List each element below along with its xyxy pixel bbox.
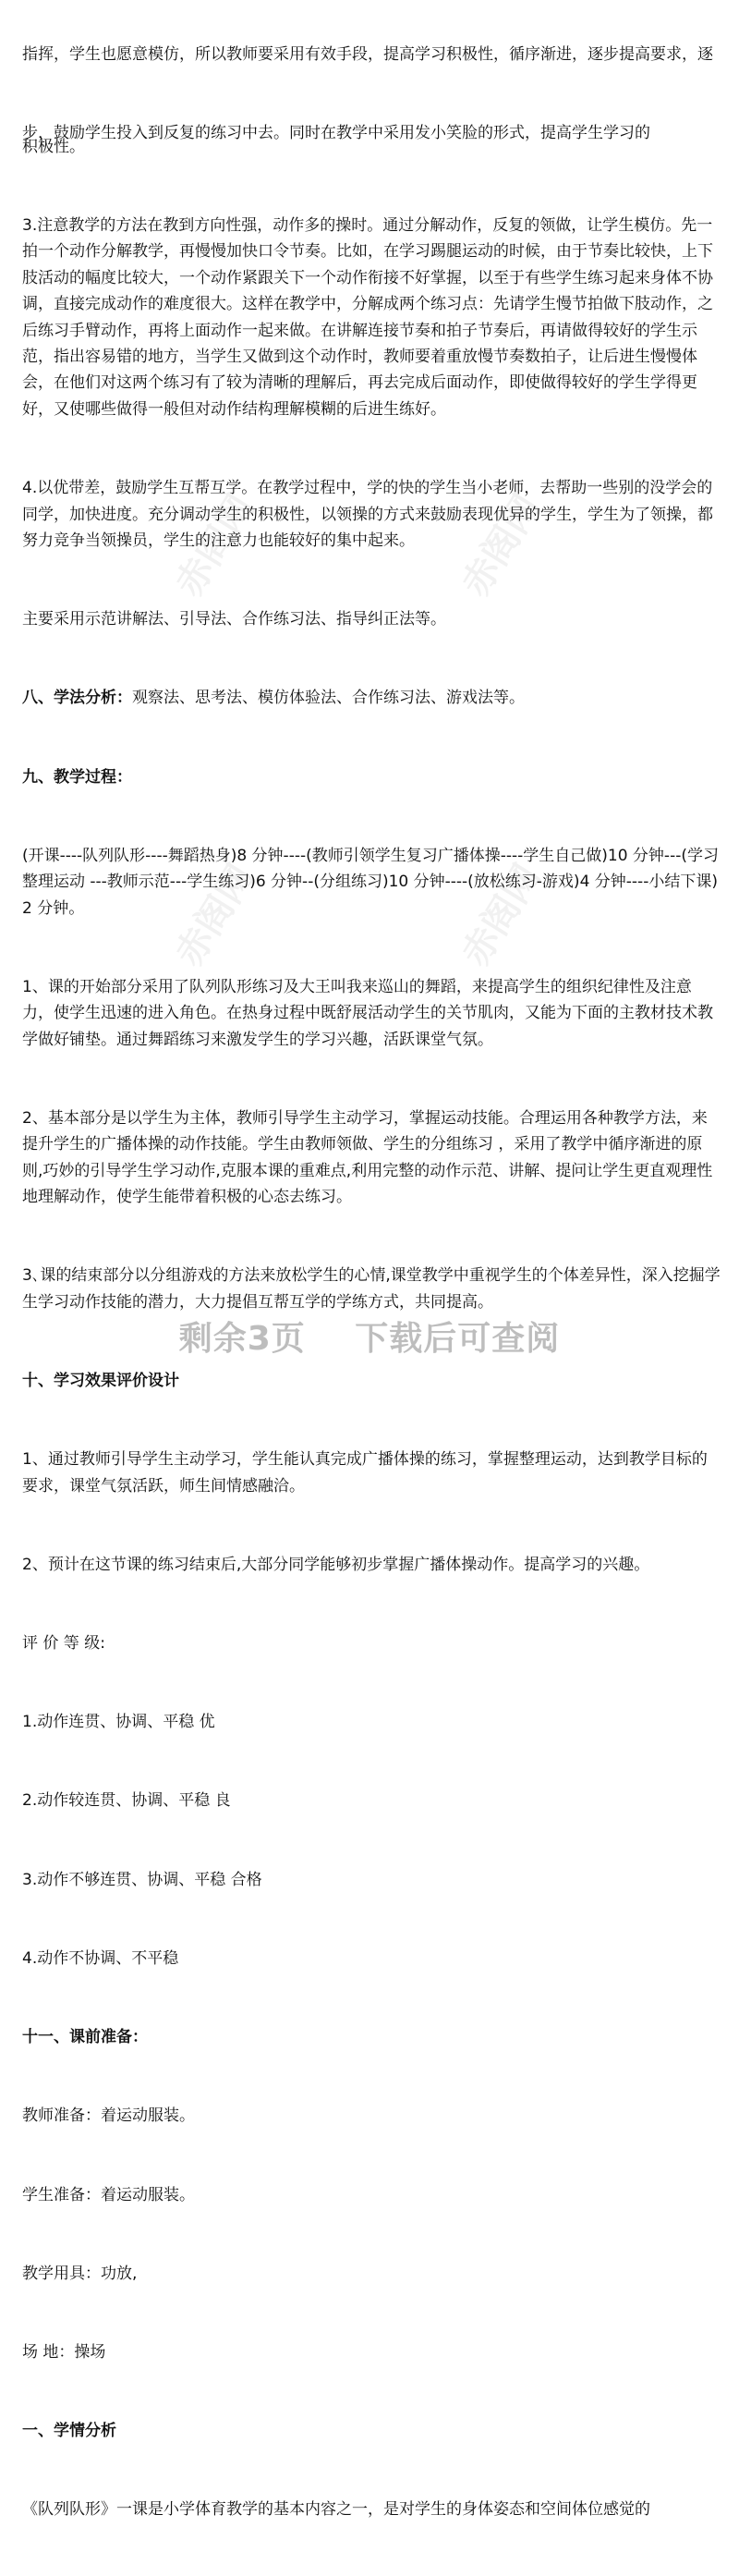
section-heading: 十一、课前准备： [22, 2028, 148, 2047]
paragraph-line: 步，鼓励学生投入到反复的练习中去。同时在教学中采用发小笑脸的形式，提高学生学习的 [22, 124, 650, 143]
prep-item: 场 地：操场 [22, 2342, 106, 2362]
prep-item: 教学用具：功放, [22, 2264, 138, 2283]
remaining-pages-label: 剩余3页 [178, 1320, 306, 1358]
paragraph: 3､课的结束部分以分组游戏的方法来放松学生的心情,课堂教学中重视学生的个体差异性，深入挖掘学生学习动作技能的潜力，大力提倡互帮互学的学练方式，共同提高。 [22, 1266, 721, 1312]
download-to-view-label: 下载后可查阅 [355, 1320, 561, 1358]
watermark: 赤阁网 [167, 487, 263, 604]
watermark: 赤阁网 [454, 487, 550, 604]
prep-item: 教师准备：着运动服装。 [22, 2106, 195, 2126]
grade-item: 3.动作不够连贯、协调、平稳 合格 [22, 1870, 262, 1889]
grade-item: 1.动作连贯、协调、平稳 优 [22, 1713, 215, 1732]
grade-item: 2.动作较连贯、协调、平稳 良 [22, 1791, 231, 1811]
section-text: 观察法、思考法、模仿体验法、合作练习法、游戏法等。 [132, 689, 525, 708]
section-heading: 十、学习效果评价设计 [22, 1371, 179, 1390]
paragraph: 主要采用示范讲解法、引导法、合作练习法、指导纠正法等。 [22, 610, 446, 629]
watermark: 赤阁网 [454, 857, 550, 974]
paragraph: (开课----队列队形----舞蹈热身)8 分钟----(教师引领学生复习广播体操----学生自己做)10 分钟---(学习整理运动 ---教师示范---学生练习)6 分钟--(分组练习)10 分钟----(放松练习-游戏)4 分钟----小结下课)2 分钟。 [22, 846, 719, 918]
paragraph: 1、课的开始部分采用了队列队形练习及大王叫我来巡山的舞蹈，来提高学生的组织纪律性及注意力，使学生迅速的进入角色。在热身过程中既舒展活动学生的关节肌肉，又能为下面的主教材技术教学做好铺垫。通过舞蹈练习来激发学生的学习兴趣，活跃课堂气氛。 [22, 977, 713, 1049]
section-heading: 一、学情分析 [22, 2422, 116, 2441]
prep-item: 学生准备：着运动服装。 [22, 2185, 195, 2204]
paragraph: 3.注意教学的方法在教到方向性强，动作多的操时。通过分解动作，反复的领做，让学生模仿。先一拍一个动作分解教学，再慢慢加快口令节奏。比如，在学习踢腿运动的时候，由于节奏比较快，上下肢活动的幅度比较大，一个动作紧跟关下一个动作衔接不好掌握，以至于有些学生练习起来身体不协调，直接完成动作的难度很大。这样在教学中，分解成两个练习点：先请学生慢节拍做下肢动作，之后练习手臂动作，再将上面动作一起来做。在讲解连接节奏和拍子节奏后，再请做得较好的学生示范，指出容易错的地方，当学生又做到这个动作时，教师要着重放慢节奏数拍子，让后进生慢慢体会，在他们对这两个练习有了较为清晰的理解后，再去完成后面动作，即使做得较好的学生学得更好，又使哪些做得一般但对动作结构理解模糊的后进生练好。 [22, 216, 713, 419]
grade-item: 4.动作不协调、不平稳 [22, 1948, 179, 1968]
section-heading: 八、学法分析： [22, 689, 132, 708]
paragraph: 1、通过教师引导学生主动学习，学生能认真完成广播体操的练习，掌握整理运动，达到教学目标的要求，课堂气氛活跃，师生间情感融洽。 [22, 1450, 708, 1496]
paragraph: 《队列队形》一课是小学体育教学的基本内容之一，是对学生的身体姿态和空间体位感觉的 [22, 2500, 650, 2520]
paragraph-line: 指挥，学生也愿意模仿，所以教师要采用有效手段，提高学习积极性，循序渐进，逐步提高要求，逐 [22, 44, 713, 64]
download-prompt[interactable] [0, 1312, 739, 1368]
paragraph: 2、基本部分是以学生为主体，教师引导学生主动学习，掌握运动技能。合理运用各种教学方法，来提升学生的广播体操的动作技能。学生由教师领做、学生的分组练习 ，采用了教学中循序渐进的原则,巧妙的引导学生学习动作,克服本课的重难点,利用完整的动作示范、讲解、提问让学生更直观理性地理解动作，使学生能带着积极的心态去练习。 [22, 1108, 713, 1207]
paragraph: 评 价 等 级: [22, 1633, 105, 1653]
paragraph: 2、预计在这节课的练习结束后,大部分同学能够初步掌握广播体操动作。提高学习的兴趣。 [22, 1555, 650, 1574]
section-learning-methods [22, 685, 721, 711]
watermark: 赤阁网 [167, 857, 263, 974]
paragraph: 积极性。 [22, 137, 85, 156]
section-heading: 九、教学过程： [22, 767, 132, 787]
paragraph: 4.以优带差，鼓励学生互帮互学。在教学过程中，学的快的学生当小老师，去帮助一些别的没学会的同学，加快进度。充分调动学生的积极性，以领操的方式来鼓励表现优异的学生，学生为了领操，都努力竞争当领操员，学生的注意力也能较好的集中起来。 [22, 479, 713, 550]
